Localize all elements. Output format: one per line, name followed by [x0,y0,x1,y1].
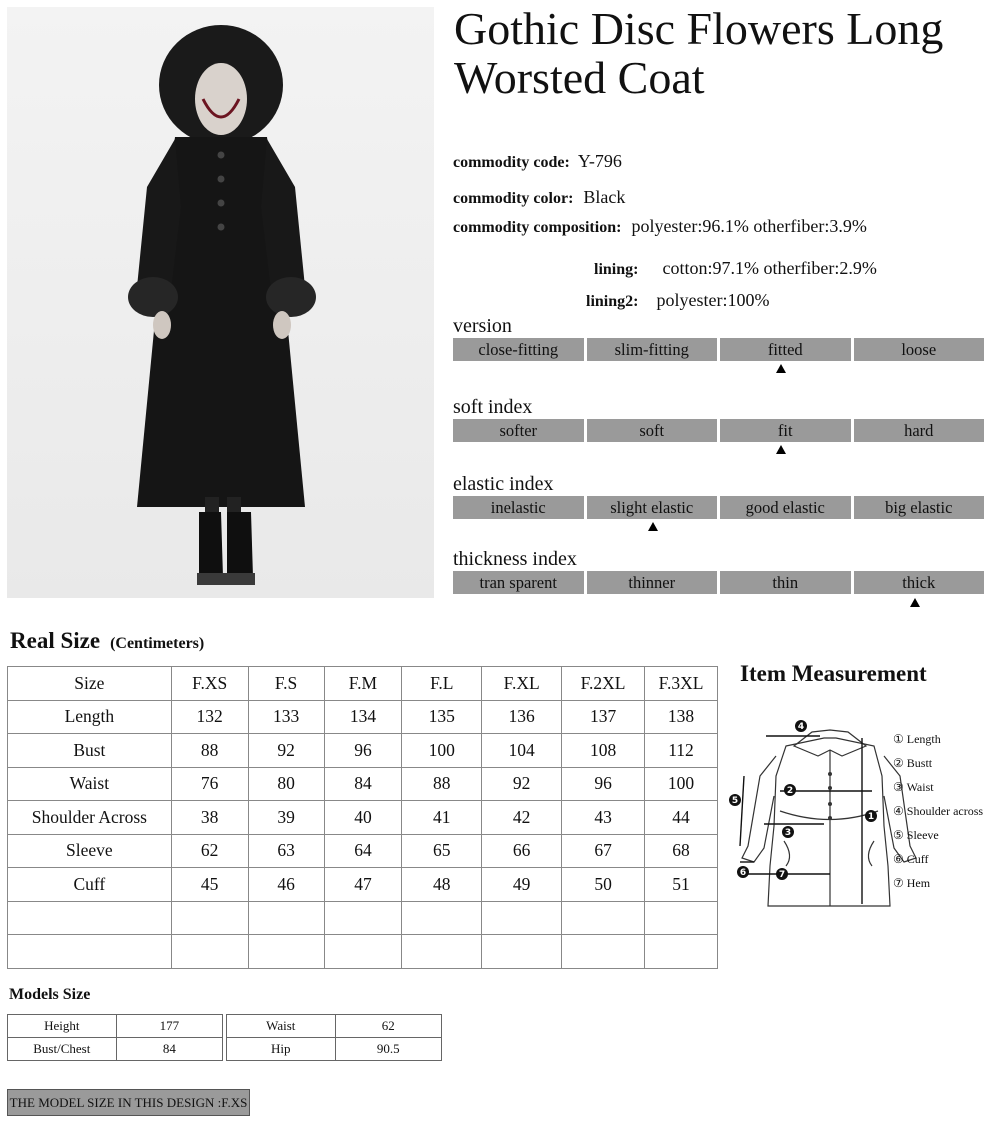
row-label: Bust [8,734,172,768]
table-row [227,1015,442,1038]
thickness-selected-marker [910,598,920,607]
table-row [8,868,718,902]
models-size-table-left [7,1014,223,1061]
table-cell [402,901,482,935]
real-size-heading [10,628,204,654]
table-cell: 43 [562,801,645,835]
models-value: 62 [335,1015,442,1038]
table-cell [645,935,718,969]
table-cell [482,901,562,935]
elastic-index [453,473,984,519]
table-cell [171,935,248,969]
legend-item-sleeve [893,823,983,847]
real-size-unit: (Centimeters) [110,635,205,652]
commodity-code-row [453,151,622,172]
thickness-option-thick: thick [854,571,985,594]
table-cell: 45 [171,868,248,902]
table-cell: 63 [248,834,324,868]
table-row [8,901,718,935]
thickness-index-bar [453,571,984,594]
table-cell: 49 [482,868,562,902]
elastic-option-slight-elastic: slight elastic [587,496,718,519]
elastic-selected-marker [648,522,658,531]
commodity-composition-label: commodity composition: [453,219,622,236]
thickness-option-thin: thin [720,571,851,594]
table-cell: 80 [248,767,324,801]
legend-label: Bustt [906,756,933,770]
table-cell: 132 [171,700,248,734]
models-size-table-right [226,1014,442,1061]
models-value: 84 [116,1038,222,1061]
soft-option-soft: soft [587,419,718,442]
table-cell: 112 [645,734,718,768]
soft-option-fit: fit [720,419,851,442]
thickness-option-thinner: thinner [587,571,718,594]
row-label: Cuff [8,868,172,902]
table-cell: 108 [562,734,645,768]
models-size-title: Models Size [9,986,91,1003]
version-selected-marker [776,364,786,373]
lining2-label: lining2: [586,293,639,310]
row-label [8,901,172,935]
legend-label: Waist [906,780,934,794]
thickness-index-title: thickness index [453,548,577,570]
table-cell: 40 [324,801,402,835]
version-option-close-fitting: close-fitting [453,338,584,361]
table-row [8,935,718,969]
table-cell: 41 [402,801,482,835]
legend-number-5: ⑤ [893,828,904,842]
row-label: Waist [8,767,172,801]
legend-number-3: ③ [893,780,904,794]
measurement-legend [893,727,983,895]
models-value: 90.5 [335,1038,442,1061]
table-cell: 42 [482,801,562,835]
model-size-in-design-label: THE MODEL SIZE IN THIS DESIGN :F.XS [7,1089,250,1116]
legend-label: Length [906,732,941,746]
elastic-option-big-elastic: big elastic [854,496,985,519]
table-row [8,1015,223,1038]
table-cell [248,935,324,969]
model-wearing-coat-illustration [7,7,434,598]
table-cell: 44 [645,801,718,835]
table-cell: 84 [324,767,402,801]
svg-text:4: 4 [797,722,805,732]
table-cell: 68 [645,834,718,868]
table-cell: 92 [248,734,324,768]
header-cell: F.M [324,667,402,701]
product-title: Gothic Disc Flowers Long Worsted Coat [454,3,944,103]
table-cell [324,901,402,935]
legend-number-7: ⑦ [893,876,904,890]
models-label: Waist [227,1015,336,1038]
soft-option-softer: softer [453,419,584,442]
header-cell: F.L [402,667,482,701]
row-label: Sleeve [8,834,172,868]
table-cell: 137 [562,700,645,734]
table-row [227,1038,442,1061]
row-label [8,935,172,969]
table-cell: 50 [562,868,645,902]
models-value: 177 [116,1015,222,1038]
table-cell [402,935,482,969]
table-cell: 96 [562,767,645,801]
row-label: Length [8,700,172,734]
table-cell: 46 [248,868,324,902]
svg-text:2: 2 [786,786,794,796]
commodity-color-row [453,187,625,208]
table-cell [562,935,645,969]
models-label: Bust/Chest [8,1038,117,1061]
lining-label: lining: [594,261,639,278]
table-cell: 104 [482,734,562,768]
lining-row [594,258,877,279]
table-cell [324,935,402,969]
legend-item-cuff [893,847,983,871]
table-cell: 51 [645,868,718,902]
svg-text:1: 1 [867,812,875,822]
svg-text:6: 6 [739,868,747,878]
legend-label: Hem [906,876,931,890]
size-table [7,666,718,969]
table-cell: 88 [402,767,482,801]
header-cell: F.XS [171,667,248,701]
legend-number-2: ② [893,756,904,770]
table-cell: 64 [324,834,402,868]
thickness-index [453,548,984,594]
commodity-composition-row [453,216,867,237]
table-cell [562,901,645,935]
table-cell [171,901,248,935]
legend-item-length [893,727,983,751]
lining2-value: polyester:100% [656,290,770,310]
version-index [453,315,984,361]
soft-selected-marker [776,445,786,454]
lining2-row [586,290,769,311]
elastic-option-good-elastic: good elastic [720,496,851,519]
table-cell: 133 [248,700,324,734]
elastic-index-title: elastic index [453,473,554,495]
table-row [8,767,718,801]
models-label: Hip [227,1038,336,1061]
table-row [8,700,718,734]
table-cell: 38 [171,801,248,835]
table-cell: 135 [402,700,482,734]
elastic-option-inelastic: inelastic [453,496,584,519]
header-cell: Size [8,667,172,701]
table-cell: 48 [402,868,482,902]
table-row [8,801,718,835]
real-size-title: Real Size [10,628,101,653]
commodity-color-value: Black [583,187,626,207]
table-cell: 88 [171,734,248,768]
table-cell [645,901,718,935]
table-cell: 134 [324,700,402,734]
thickness-option-transparent: tran sparent [453,571,584,594]
legend-label: Cuff [906,852,929,866]
commodity-code-label: commodity code: [453,154,570,171]
commodity-color-label: commodity color: [453,190,574,207]
legend-item-shoulder-across [893,799,983,823]
table-cell: 65 [402,834,482,868]
svg-text:5: 5 [731,796,739,806]
version-index-title: version [453,315,512,337]
legend-number-1: ① [893,732,904,746]
version-index-bar [453,338,984,361]
soft-option-hard: hard [854,419,985,442]
header-cell: F.2XL [562,667,645,701]
table-cell: 76 [171,767,248,801]
legend-label: Shoulder across [906,804,984,818]
version-option-loose: loose [854,338,985,361]
table-cell: 100 [402,734,482,768]
soft-index-title: soft index [453,396,533,418]
elastic-index-bar [453,496,984,519]
header-cell: F.3XL [645,667,718,701]
legend-number-6: ⑥ [893,852,904,866]
svg-text:7: 7 [778,870,786,880]
table-cell: 138 [645,700,718,734]
table-cell: 39 [248,801,324,835]
version-option-slim-fitting: slim-fitting [587,338,718,361]
legend-item-hem [893,871,983,895]
table-cell: 66 [482,834,562,868]
table-cell [248,901,324,935]
product-photo [7,7,434,598]
table-cell: 67 [562,834,645,868]
version-option-fitted: fitted [720,338,851,361]
table-cell [482,935,562,969]
soft-index-bar [453,419,984,442]
header-cell: F.XL [482,667,562,701]
legend-item-waist [893,775,983,799]
svg-text:3: 3 [784,828,792,838]
lining-value: cotton:97.1% otherfiber:2.9% [662,258,877,278]
models-label: Height [8,1015,117,1038]
item-measurement-title: Item Measurement [740,661,927,686]
table-cell: 136 [482,700,562,734]
size-table-header [8,667,718,701]
table-cell: 47 [324,868,402,902]
header-cell: F.S [248,667,324,701]
legend-item-bust [893,751,983,775]
table-cell: 92 [482,767,562,801]
table-row [8,834,718,868]
commodity-composition-value: polyester:96.1% otherfiber:3.9% [631,216,867,236]
legend-label: Sleeve [906,828,939,842]
legend-number-4: ④ [893,804,904,818]
table-cell: 100 [645,767,718,801]
table-row [8,734,718,768]
table-cell: 96 [324,734,402,768]
row-label: Shoulder Across [8,801,172,835]
table-cell: 62 [171,834,248,868]
soft-index [453,396,984,442]
table-row [8,1038,223,1061]
commodity-code-value: Y-796 [577,151,622,171]
